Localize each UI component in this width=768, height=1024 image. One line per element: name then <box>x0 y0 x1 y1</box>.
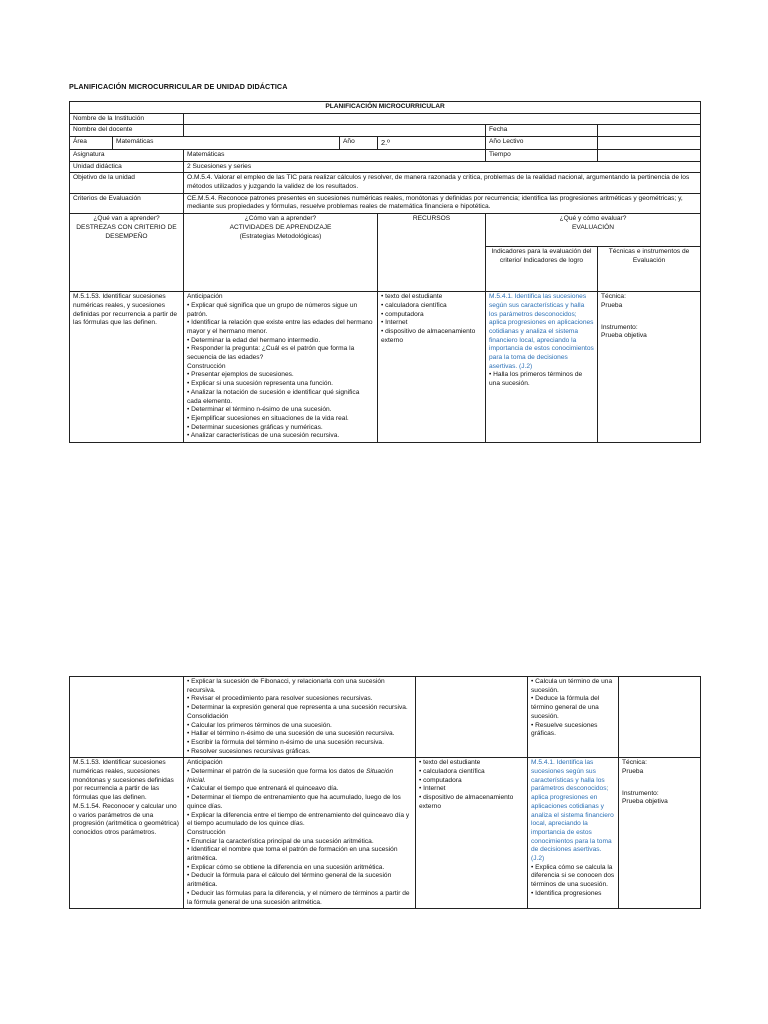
activities-question: ¿Cómo van a aprender? <box>244 215 317 223</box>
list-item: • Analizar características de una sucesión recursiva. <box>187 432 340 440</box>
list-item: • dispositivo de almacenamiento externo <box>419 794 514 810</box>
indicators-cell <box>528 677 619 758</box>
subject-value: Matemáticas <box>184 149 486 161</box>
school-year-value <box>598 137 701 150</box>
list-item: • Revisar el procedimiento para resolver sucesiones recursivas. <box>187 695 373 703</box>
technique-value: Prueba <box>622 768 644 776</box>
indicators-cell <box>528 758 619 909</box>
skill-text-2: M.5.1.54. Reconocer y calcular uno o varios parámetros de una progresión (aritmética o geométrica) conocidos otros parámetros. <box>73 802 179 836</box>
teacher-value <box>184 125 486 137</box>
list-item: • Identificar la relación que existe entre las edades del hermano mayor y el hermano menor. <box>187 319 373 335</box>
criteria-value: CE.M.5.4. Reconoce patrones presentes en sucesiones numéricas reales, monótonas y definidas por recurrencia; identifica las progresiones aritméticas y geométricas; y, mediante sus propiedades y fórmulas, resuelve problemas reales de matemática financiera e hipotética. <box>184 193 701 213</box>
skill-cell: M.5.1.53. Identificar sucesiones numéricas reales, y sucesiones definidas por recurrencia a partir de las fórmulas que las definen. <box>70 292 184 443</box>
resources-cell <box>378 292 486 443</box>
objective-value: O.M.5.4. Valorar el empleo de las TIC para realizar cálculos y resolver, de manera razonada y crítica, problemas de la realidad nacional, argumentando la pertinencia de los métodos utilizados y juzgando la validez de los resultados. <box>184 173 701 193</box>
criteria-label: Criterios de Evaluación <box>70 193 184 213</box>
indicator-code: M.5.4.1. Identifica las sucesiones según sus características y halla los parámetros desconocidos; aplica progresiones en aplicaciones cotidianas y analiza el sistema financiero local, apreciando la importancia de estos conocimientos para la toma de decisiones asertivas. (J.2) <box>489 293 594 370</box>
resources-cell <box>416 758 528 909</box>
skills-question: ¿Qué van a aprender? <box>93 215 160 223</box>
list-item: • Explicar la sucesión de Fibonacci, y relacionarla con una sucesión recursiva. <box>187 678 385 694</box>
list-item-emphasis: Situación Inicial. <box>187 768 394 784</box>
activities-cell <box>184 677 416 758</box>
techniques-header: Técnicas e instrumentos de Evaluación <box>598 247 701 292</box>
list-item: • computadora <box>381 310 424 318</box>
section-consolidation: Consolidación <box>187 712 229 720</box>
planning-table-continued <box>69 676 701 909</box>
skills-header <box>70 214 184 292</box>
section-anticipation: Anticipación <box>187 293 223 301</box>
list-item: • Presentar ejemplos de sucesiones. <box>187 371 294 379</box>
area-value: Matemáticas <box>113 137 340 150</box>
document-title: PLANIFICACIÓN MICROCURRICULAR DE UNIDAD DIDÁCTICA <box>69 82 288 91</box>
institution-value <box>184 113 701 125</box>
list-item: • Analizar la notación de sucesión e identificar qué significa cada elemento. <box>187 388 360 405</box>
list-item: • Internet <box>419 785 446 793</box>
area-label: Área <box>70 137 113 150</box>
list-item: • Halla los primeros términos de una sucesión. <box>489 371 583 388</box>
list-item: • Internet <box>381 319 408 327</box>
subject-label: Asignatura <box>70 149 184 161</box>
evaluation-title: EVALUACIÓN <box>572 223 615 231</box>
list-item: • Resolver sucesiones recursivas gráficas. <box>187 747 311 755</box>
evaluation-question: ¿Qué y cómo evaluar? <box>559 215 627 223</box>
list-item: • Enunciar la característica principal de una sucesión aritmética. <box>187 837 374 845</box>
list-item: • Deducir las fórmulas para la diferencia, y el número de términos a partir de la fórmula general de una sucesión aritmética. <box>187 889 410 906</box>
instrument-label: Instrumento: <box>601 323 638 331</box>
techniques-cell <box>598 292 701 443</box>
section-construction: Construcción <box>187 362 226 370</box>
list-item: • Determinar el tiempo de entrenamiento que ha acumulado, luego de los quince días. <box>187 794 401 810</box>
activities-cell <box>184 758 416 909</box>
list-item: • Explicar si una sucesión representa una función. <box>187 380 333 388</box>
list-item: • Calcula un término de una sucesión. <box>531 678 613 694</box>
technique-value: Prueba <box>601 301 623 309</box>
list-item <box>187 768 412 785</box>
list-item: • Ejemplificar sucesiones en situaciones de la vida real. <box>187 414 349 422</box>
objective-label: Objetivo de la unidad <box>70 173 184 193</box>
indicators-header: Indicadores para la evaluación del criterio/ Indicadores de logro <box>486 247 598 292</box>
list-item: • Escribir la fórmula del término n-ésimo de una sucesión recursiva. <box>187 738 384 746</box>
indicators-cell <box>486 292 598 443</box>
instrument-label: Instrumento: <box>622 789 659 797</box>
techniques-cell <box>619 677 701 758</box>
technique-label: Técnica: <box>601 293 626 301</box>
unit-label: Unidad didáctica <box>70 161 184 173</box>
activities-subtitle: (Estrategias Metodológicas) <box>239 232 322 240</box>
list-item: • Calcular el tiempo que entrenará el quinceavo día. <box>187 785 339 793</box>
list-item: • Explica cómo se calcula la diferencia si se conocen dos términos de una sucesión. <box>531 863 615 889</box>
list-item: • Hallar el término n-ésimo de una sucesión de una sucesión recursiva. <box>187 730 395 738</box>
list-item: • texto del estudiante <box>419 759 481 767</box>
list-item: • Deducir la fórmula para el cálculo del término general de la sucesión aritmética. <box>187 872 392 889</box>
table-title: PLANIFICACIÓN MICROCURRICULAR <box>70 102 701 114</box>
year-value: 2.º <box>378 137 486 150</box>
list-item: • Determinar el término n-ésimo de una sucesión. <box>187 406 332 414</box>
list-item: • Explicar cómo se obtiene la diferencia en una sucesión aritmética. <box>187 863 385 871</box>
list-item: • Explicar qué significa que un grupo de números sigue un patrón. <box>187 301 358 318</box>
evaluation-header <box>486 214 701 247</box>
list-item: • Determinar la edad del hermano intermedio. <box>187 336 321 344</box>
instrument-value: Prueba objetiva <box>622 798 668 806</box>
institution-label: Nombre de la Institución <box>70 113 184 125</box>
list-item-text: • Determinar el patrón de la sucesión que forma los datos de <box>187 768 365 776</box>
activities-header <box>184 214 378 292</box>
time-label: Tiempo <box>486 149 598 161</box>
list-item: • Responder la pregunta: ¿Cuál es el patrón que forma la secuencia de las edades? <box>187 345 355 362</box>
planning-table <box>69 101 701 443</box>
indicator-code: M.5.4.1. Identifica las sucesiones según sus características y halla los parámetros desconocidos; aplica progresiones en aplicaciones cotidianas y analiza el sistema financiero local, apreciando la importancia de estos conocimientos para la toma de decisiones asertivas. (J.2) <box>531 759 614 863</box>
list-item: • Deduce la fórmula del término general de una sucesión. <box>531 695 600 720</box>
instrument-value: Prueba objetiva <box>601 332 647 340</box>
skill-cell <box>70 758 184 909</box>
school-year-label: Año Lectivo <box>486 137 598 150</box>
skill-text: M.5.1.53. Identificar sucesiones numéricas reales, sucesiones monótonas y sucesiones definidas por recurrencia a partir de las fórmulas que las definen. <box>73 759 174 802</box>
year-label: Año <box>340 137 378 150</box>
section-anticipation: Anticipación <box>187 759 223 767</box>
resources-cell <box>416 677 528 758</box>
list-item: • calculadora científica <box>381 301 447 309</box>
list-item: • calculadora científica <box>419 768 485 776</box>
activities-cell <box>184 292 378 443</box>
section-construction: Construcción <box>187 828 226 836</box>
teacher-label: Nombre del docente <box>70 125 184 137</box>
list-item: • Identifica progresiones <box>531 889 602 897</box>
technique-label: Técnica: <box>622 759 647 767</box>
techniques-cell <box>619 758 701 909</box>
date-value <box>598 125 701 137</box>
list-item: • dispositivo de almacenamiento externo <box>381 327 476 344</box>
list-item: • Calcular los primeros términos de una sucesión. <box>187 721 332 729</box>
list-item: • Resuelve sucesiones gráficas. <box>531 721 598 738</box>
list-item: • Explicar la diferencia entre el tiempo de entrenamiento del quinceavo día y el tiempo acumulado de los quince días. <box>187 811 410 828</box>
skills-title: DESTREZAS CON CRITERIO DE DESEMPEÑO <box>76 223 177 240</box>
activities-title: ACTIVIDADES DE APRENDIZAJE <box>229 223 332 231</box>
list-item: • Identificar el nombre que toma el patrón de formación en una sucesión aritmética. <box>187 846 398 863</box>
list-item: • texto del estudiante <box>381 293 443 301</box>
date-label: Fecha <box>486 125 598 137</box>
list-item: • computadora <box>419 776 462 784</box>
list-item: • Determinar sucesiones gráficas y numéricas. <box>187 423 323 431</box>
resources-header: RECURSOS <box>378 214 486 292</box>
skill-cell <box>70 677 184 758</box>
time-value <box>598 149 701 161</box>
list-item: • Determinar la expresión general que representa a una sucesión recursiva. <box>187 704 408 712</box>
unit-value: 2 Sucesiones y series <box>184 161 701 173</box>
